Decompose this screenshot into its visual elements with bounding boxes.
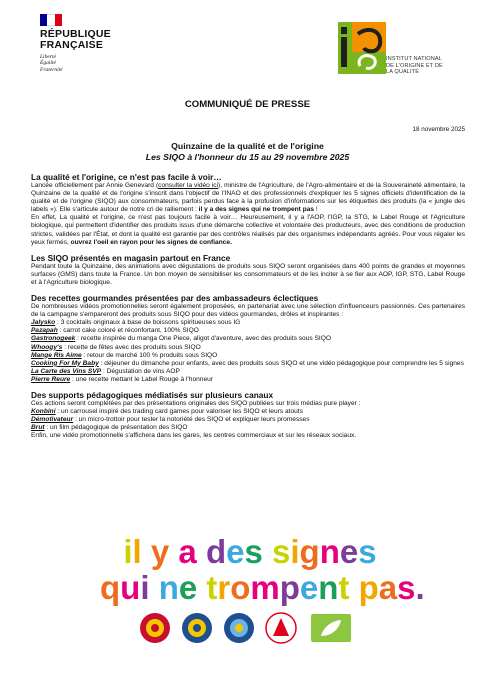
video-link[interactable]: consulter la vidéo ici	[158, 182, 219, 189]
paragraph-text: !	[314, 206, 318, 214]
slogan-letter: s	[397, 569, 416, 606]
label-rouge-icon	[266, 613, 296, 643]
motto-fraternite: Fraternité	[40, 66, 63, 73]
list-item-text: : recette de fêtes avec des produits sous SIQO	[62, 343, 201, 351]
slogan-letter: e	[226, 533, 245, 570]
slogan-letter: t	[206, 569, 218, 606]
list-item	[31, 319, 465, 327]
slogan-letter: i	[140, 569, 150, 606]
slogan-letter: p	[358, 569, 379, 606]
slogan-letter	[197, 569, 206, 606]
slogan-letter: p	[279, 569, 300, 606]
list-item	[31, 344, 465, 352]
influencer-link[interactable]: Whoogy's	[31, 343, 63, 351]
section-heading: Des supports pédagogiques médiatisés sur plusieurs canaux	[31, 389, 274, 400]
slogan-letter	[197, 533, 206, 570]
slogan-letter: n	[318, 569, 339, 606]
influencer-link[interactable]: Cooking For My Baby	[31, 359, 99, 367]
list-item	[31, 327, 465, 335]
slogan-line-1-text	[123, 533, 376, 570]
list-item	[31, 368, 465, 376]
section-paragraph	[31, 182, 465, 214]
document-body	[31, 172, 465, 446]
press-release-title: COMMUNIQUÉ DE PRESSE	[184, 99, 311, 110]
list-item-text: : déjeuner du dimanche pour enfants, avec des produits sous SIQO et une vidéo pédagogique pour comprendre les 5 signes	[98, 359, 464, 367]
slogan-letter: l	[132, 533, 142, 570]
list-item-text: : un carrousel inspiré des trading card games pour valoriser les SIQO et leurs atouts	[55, 408, 303, 416]
influencer-link[interactable]: La Carte des Vins SVP	[31, 367, 102, 375]
section-recipes	[31, 293, 465, 384]
marianne-flag-icon	[40, 14, 62, 26]
list-item-text: : un micro-trottoir pour tester la notoriété des SIQO et expliquer leurs promesses	[73, 416, 310, 424]
slogan-letter: n	[158, 569, 179, 606]
slogan-letter: .	[415, 569, 425, 606]
aop-icon	[140, 613, 170, 643]
media-link[interactable]: Brut	[31, 424, 45, 432]
slogan-letter	[150, 569, 159, 606]
slogan-letter: a	[378, 569, 398, 606]
slogan-letter: e	[299, 569, 319, 606]
slogan-inline: il y a des signes qui ne trompent pas	[198, 206, 315, 214]
list-item	[31, 360, 465, 368]
main-title	[0, 141, 495, 163]
section-heading: Les SIQO présentés en magasin partout en France	[31, 252, 231, 263]
slogan-line-2	[100, 569, 425, 606]
motto-liberte: Liberté	[40, 54, 56, 60]
list-item-text: : recette inspirée du manga One Piece, aligot d'aventure, avec des produits sous SIQO	[75, 335, 331, 343]
slogan-letter: s	[244, 533, 263, 570]
slogan-letter: g	[299, 533, 320, 570]
slogan-letter: s	[358, 533, 377, 570]
influencer-link[interactable]: Pierre Reure	[31, 375, 71, 383]
section-paragraph: Ces actions seront complétées par des présentations originales des SIQO publiées sur trois médias pure player :	[31, 399, 361, 407]
slogan-letter: q	[100, 569, 121, 606]
section-quality-origin	[31, 172, 465, 247]
slogan-letter: y	[150, 533, 170, 570]
slogan-letter: r	[217, 569, 231, 606]
media-link[interactable]: Konbini	[31, 408, 56, 416]
inao-logo-icon	[338, 22, 386, 74]
slogan-letter: a	[178, 533, 197, 570]
list-item-text: : 3 cocktails originaux à base de boissons spiritueuses sous IG	[55, 319, 241, 327]
slogan-letter: i	[290, 533, 300, 570]
list-item-text: : une recette mettant le Label Rouge à l'honneur	[70, 375, 213, 383]
paragraph-text: ), ministre de l'Agriculture, de l'Agro-alimentaire et de la Souveraineté alimentaire, la Quinzaine de la qualité et de l'origine s'inscrit dans l'objectif de l'INAO et des professionnels d'expliquer les 5 signes officiels d'identification de la qualité et de l'origine (SIQO) aux consommateurs, parfois perdus face à la profusion d'informations sur les étiquettes des produits (la « jungle des labels »). Elle s'articule autour de notre cri de ralliement :	[31, 182, 466, 214]
inao-name-line-1: INSTITUT NATIONAL	[386, 56, 442, 62]
inao-name	[386, 56, 476, 76]
media-link[interactable]: Démotivateur	[31, 416, 74, 424]
section-in-store	[31, 253, 465, 287]
list-item	[31, 424, 465, 432]
slogan-line-1	[100, 534, 400, 570]
list-item	[31, 335, 465, 343]
slogan-line-2-text	[100, 569, 425, 606]
slogan-letter	[263, 533, 272, 570]
agriculture-biologique-icon	[311, 614, 351, 642]
slogan-letter: n	[319, 533, 340, 570]
section-heading: La qualité et l'origine, ce n'est pas facile à voir…	[31, 172, 222, 182]
slogan-letter: m	[250, 569, 280, 606]
influencer-link[interactable]: Mange Ris Aime	[31, 351, 82, 359]
list-item	[31, 352, 465, 360]
list-item-text: : carrot cake coloré et réconfortant, 100% SIQO	[57, 327, 199, 335]
inao-name-line-3: LA QUALITÉ	[386, 69, 420, 76]
section-paragraph: Pendant toute la Quinzaine, des animations avec dégustations de produits sous SIQO seront organisées dans 400 points de grandes et moyennes surfaces (GMS) dans toute la France. Un bon moyen de sensibiliser les consommateurs et de les inciter à se fier aux AOP, IGP, STG, Label Rouge et à l'Agriculture biologique.	[31, 262, 465, 286]
siqo-labels-row	[135, 608, 375, 648]
section-paragraph	[31, 214, 465, 246]
rf-title-line-1: RÉPUBLIQUE	[40, 28, 111, 40]
slogan-letter: e	[178, 569, 198, 606]
main-title-line-2: Les SIQO à l'honneur du 15 au 29 novembre 2025	[145, 152, 350, 162]
slogan-letter: u	[120, 569, 141, 606]
slogan-letter: s	[272, 533, 291, 570]
section-paragraph: De nombreuses vidéos promotionnelles seront également proposées, en partenariat avec une sélection d'influenceurs passionnés. Ces partenaires de la campagne s'empareront des produits sous SIQO pour des vidéos gourmandes, drôles et inspirantes :	[31, 303, 465, 319]
closing-paragraph: Enfin, une vidéo promotionnelle s'affichera dans les gares, les centres commerciaux et sur les réseaux sociaux.	[31, 432, 357, 440]
stg-icon	[224, 613, 254, 643]
rf-motto	[40, 54, 110, 73]
slogan-letter: i	[123, 533, 133, 570]
slogan-letter: o	[230, 569, 251, 606]
list-item-text: : un film pédagogique de présentation des SIQO	[44, 424, 188, 432]
main-title-line-1: Quinzaine de la qualité et de l'origine	[171, 141, 324, 151]
paragraph-emphasis: ouvrez l'oeil en rayon pour les signes de confiance.	[70, 238, 232, 246]
rf-title-line-2: FRANÇAISE	[40, 39, 104, 51]
list-item-text: : retour de marché 100 % produits sous SIQO	[81, 351, 218, 359]
paragraph-text: Lancée officiellement par Annie Genevard (	[31, 182, 159, 189]
list-item-text: : Dégustation de vins AOP	[101, 367, 180, 375]
slogan-letter	[142, 533, 151, 570]
section-heading: Des recettes gourmandes présentées par des ambassadeurs éclectiques	[31, 293, 319, 304]
slogan-letter: t	[338, 569, 350, 606]
release-date: 18 novembre 2025	[412, 126, 465, 133]
republique-francaise-logo	[40, 14, 110, 73]
slogan-letter: e	[339, 533, 359, 570]
motto-egalite: Égalité	[40, 60, 56, 67]
inao-name-line-2: DE L'ORIGINE ET DE	[386, 62, 443, 69]
influencer-link[interactable]: Pazapah	[31, 327, 58, 335]
influencer-link[interactable]: Gastronogeek	[31, 335, 76, 343]
list-item	[31, 416, 465, 424]
list-item	[31, 408, 465, 416]
section-media	[31, 390, 465, 440]
slogan-letter	[349, 569, 358, 606]
paragraph-text: En effet, La qualité et l'origine, ce n'est pas toujours facile à voir… Heureusement, il y a l'AOP, l'IGP, la STG, le Label Rouge et l'Agriculture biologique, qui permettent d'identifier des produits issus d'une démarche collective et volontaire des producteurs, avec des conditions de production strictes, validées par l'État, et dont la qualité est garantie par des contrôles réalisés par des organismes indépendants agréés. Pour vous régaler les yeux fermés,	[31, 214, 465, 246]
slogan-letter: d	[205, 533, 227, 570]
igp-icon	[182, 613, 212, 643]
influencer-link[interactable]: Jalysko	[31, 319, 56, 327]
list-item	[31, 376, 465, 384]
